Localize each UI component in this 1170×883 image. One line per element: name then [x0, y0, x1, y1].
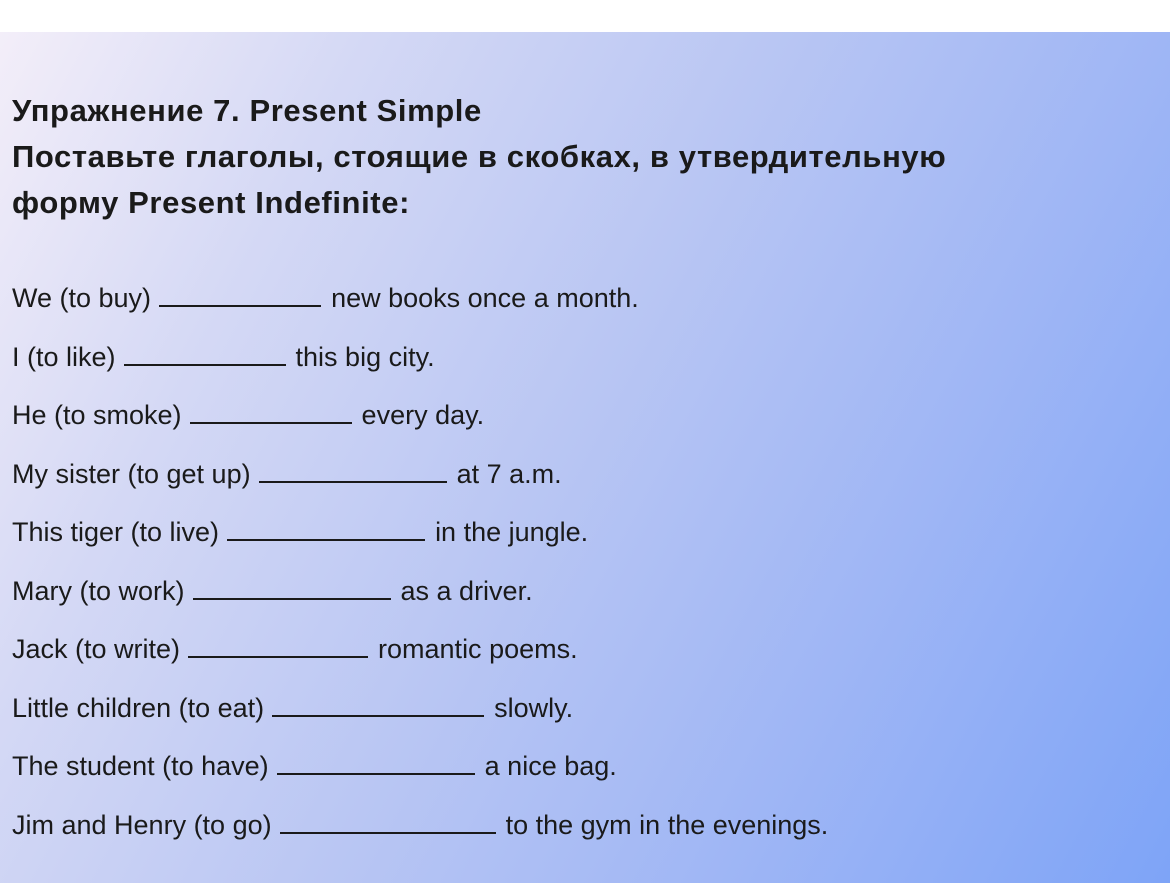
instruction-line-1: Поставьте глаголы, стоящие в скобках, в утвердительную — [12, 139, 947, 174]
exercise-slide — [0, 32, 1170, 883]
sentence-4 — [12, 458, 562, 490]
sentence-prompt: This tiger (to live) — [12, 517, 220, 547]
sentence-rest: romantic poems. — [378, 634, 578, 664]
answer-blank[interactable] — [190, 400, 352, 424]
sentence-6 — [12, 575, 533, 607]
sentence-prompt: The student (to have) — [12, 751, 269, 781]
sentence-1 — [12, 282, 639, 314]
answer-blank[interactable] — [280, 810, 496, 834]
sentence-prompt: Mary (to work) — [12, 576, 185, 606]
sentence-prompt: I (to like) — [12, 342, 116, 372]
sentence-rest: at 7 a.m. — [456, 459, 562, 489]
sentence-prompt: My sister (to get up) — [12, 459, 251, 489]
answer-blank[interactable] — [124, 342, 286, 366]
sentence-3 — [12, 399, 484, 431]
sentence-rest: every day. — [361, 400, 485, 430]
sentence-rest: a nice bag. — [484, 751, 617, 781]
sentence-prompt: We (to buy) — [12, 283, 152, 313]
answer-blank[interactable] — [193, 576, 391, 600]
sentence-rest: as a driver. — [400, 576, 533, 606]
exercise-heading — [12, 88, 946, 226]
answer-blank[interactable] — [159, 283, 321, 307]
answer-blank[interactable] — [188, 634, 368, 658]
answer-blank[interactable] — [227, 517, 425, 541]
sentence-rest: new books once a month. — [331, 283, 639, 313]
sentence-prompt: He (to smoke) — [12, 400, 182, 430]
answer-blank[interactable] — [277, 751, 475, 775]
answer-blank[interactable] — [272, 693, 484, 717]
sentence-9 — [12, 750, 617, 782]
instruction-line-2: форму Present Indefinite: — [12, 185, 410, 220]
sentence-7 — [12, 633, 578, 665]
sentence-rest: in the jungle. — [435, 517, 589, 547]
sentence-prompt: Jack (to write) — [12, 634, 181, 664]
sentence-2 — [12, 341, 435, 373]
sentence-5 — [12, 516, 588, 548]
sentence-prompt: Jim and Henry (to go) — [12, 810, 272, 840]
sentence-rest: this big city. — [295, 342, 435, 372]
sentence-rest: slowly. — [494, 693, 574, 723]
sentence-rest: to the gym in the evenings. — [505, 810, 829, 840]
answer-blank[interactable] — [259, 459, 447, 483]
sentence-8 — [12, 692, 573, 724]
exercise-title: Упражнение 7. Present Simple — [12, 93, 482, 128]
sentence-prompt: Little children (to eat) — [12, 693, 265, 723]
sentence-10 — [12, 809, 828, 841]
